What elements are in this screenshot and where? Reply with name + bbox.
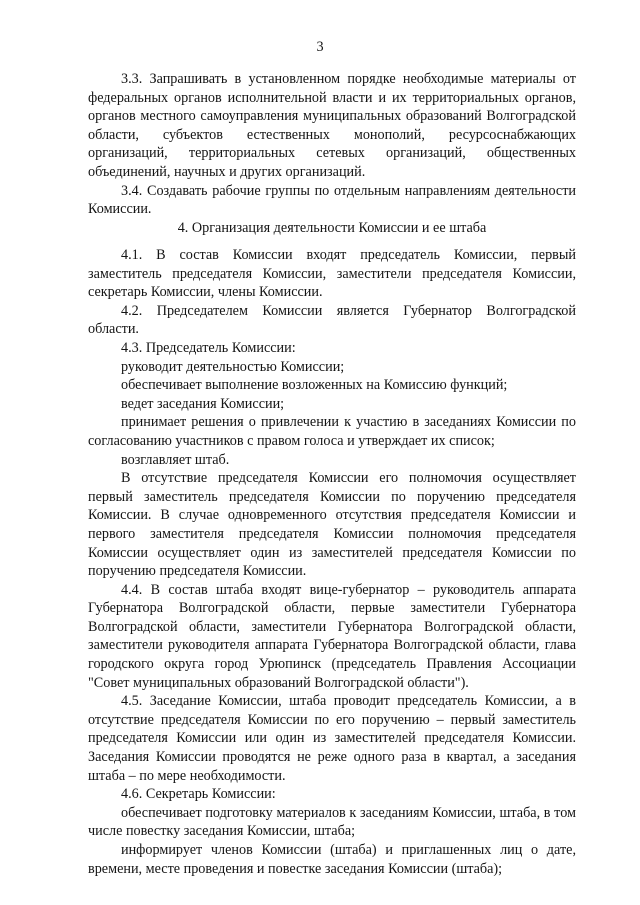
paragraph-4-3: 4.3. Председатель Комиссии:	[121, 339, 296, 356]
secretary-duty-item: информирует членов Комиссии (штаба) и приглашенных лиц о дате, времени, месте проведения и повестке заседания Комиссии (штаба);	[88, 842, 576, 877]
paragraph-3-3: 3.3. Запрашивать в установленном порядке необходимые материалы от федеральных органов исполнительной власти и их территориальных органов, органов местного самоуправления муниципальных образований Волгоградской области, субъектов естественных монополий, ресурсоснабжающих организаций, территориальных сетевых организаций, общественных объединений, научных и других организаций.	[88, 71, 576, 180]
paragraph-4-4: 4.4. В состав штаба входят вице-губернатор – руководитель аппарата Губернатора Волгоградской области, первые заместители Губернатора Волгоградской области, заместители Губернатора Волгоградской области, заместители руководителя аппарата Губернатора Волгоградской области, глава городского округа город Урюпинск (председатель Правления Ассоциации "Совет муниципальных образований Волгоградской области").	[88, 581, 576, 691]
chair-duty-item: руководит деятельностью Комиссии;	[121, 358, 345, 375]
paragraph-4-1: 4.1. В состав Комиссии входят председатель Комиссии, первый заместитель председателя Комиссии, заместители председателя Комиссии, секретарь Комиссии, члены Комиссии.	[88, 247, 576, 301]
section-3-continued	[88, 70, 576, 219]
chair-duty-item: возглавляет штаб.	[121, 451, 230, 468]
section-4-heading-block	[88, 219, 576, 238]
chair-duty-item: принимает решения о привлечении к участию в заседаниях Комиссии по согласованию участников с правом голоса и утверждает их список;	[88, 414, 576, 449]
chair-duty-item: обеспечивает выполнение возложенных на Комиссию функций;	[121, 377, 508, 394]
paragraph-3-4: 3.4. Создавать рабочие группы по отдельным направлениям деятельности Комиссии.	[88, 182, 576, 218]
paragraph-4-6: 4.6. Секретарь Комиссии:	[121, 786, 276, 803]
section-4-body	[88, 246, 576, 878]
paragraph-4-5: 4.5. Заседание Комиссии, штаба проводит председатель Комиссии, а в отсутствие председателя Комиссии по его поручению – первый заместитель председателя Комиссии или один из заместителей председателя Комиссии. Заседания Комиссии проводятся не реже одного раза в квартал, а заседания штаба – по мере необходимости.	[88, 693, 576, 784]
section-heading: 4. Организация деятельности Комиссии и ее штаба	[177, 220, 487, 236]
chair-duty-item: ведет заседания Комиссии;	[121, 395, 285, 412]
secretary-duty-item: обеспечивает подготовку материалов к заседаниям Комиссии, штаба, в том числе повестку заседания Комиссии, штаба;	[88, 804, 576, 840]
paragraph-4-2: 4.2. Председателем Комиссии является Губернатор Волгоградской области.	[88, 302, 576, 338]
page-number: 3	[316, 39, 324, 55]
chair-absence-paragraph: В отсутствие председателя Комиссии его полномочия осуществляет первый заместитель председателя Комиссии по поручению председателя Комиссии. В случае одновременного отсутствия председателя Комиссии и первого заместителя председателя Комиссии полномочия председателя Комиссии осуществляет один из заместителей председателя Комиссии по поручению председателя Комиссии.	[88, 470, 576, 580]
